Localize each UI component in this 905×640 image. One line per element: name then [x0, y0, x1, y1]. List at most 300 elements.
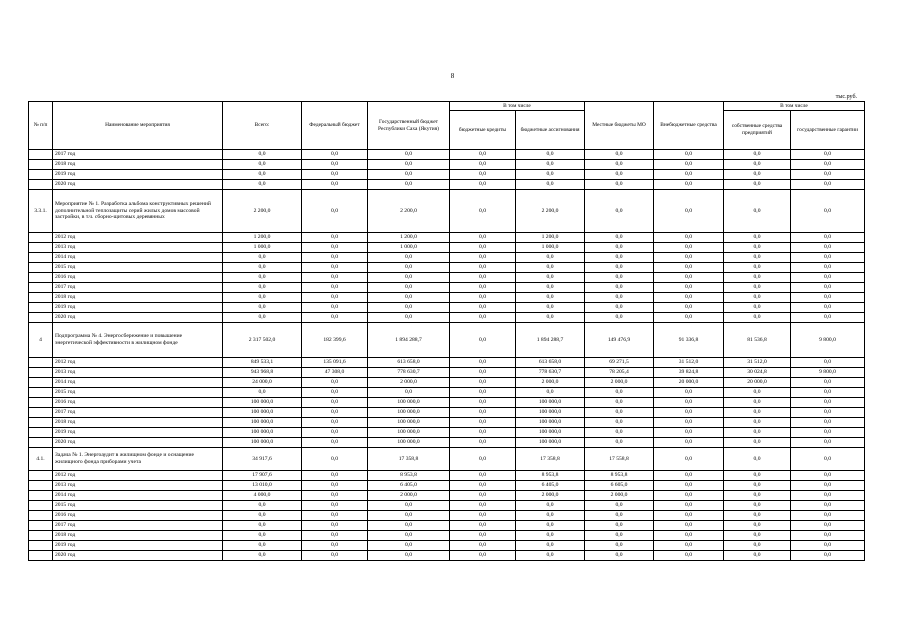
row-value: 0,0	[302, 428, 368, 438]
row-value: 0,0	[791, 273, 865, 283]
row-value: 135 091,6	[302, 358, 368, 368]
row-value: 0,0	[585, 313, 654, 323]
row-number	[29, 263, 53, 273]
row-value: 6 405,0	[368, 481, 450, 491]
header-local: Местные бюджеты МО	[585, 102, 654, 150]
row-value: 0,0	[302, 273, 368, 283]
table-row	[29, 438, 865, 448]
row-value: 0,0	[516, 551, 585, 561]
row-value: 0,0	[585, 150, 654, 160]
row-value: 0,0	[654, 398, 724, 408]
table-row	[29, 190, 865, 233]
row-value: 0,0	[724, 233, 791, 243]
unit-label: тыс.руб.	[835, 94, 857, 100]
row-number	[29, 243, 53, 253]
row-number	[29, 378, 53, 388]
row-value: 0,0	[724, 491, 791, 501]
row-value: 0,0	[654, 150, 724, 160]
row-value: 0,0	[585, 501, 654, 511]
row-value: 0,0	[791, 398, 865, 408]
row-value: 0,0	[791, 531, 865, 541]
row-value: 0,0	[724, 313, 791, 323]
row-value: 2 000,0	[368, 491, 450, 501]
row-name: 2020 год	[53, 313, 223, 323]
row-value: 778 630,7	[516, 368, 585, 378]
table-row	[29, 253, 865, 263]
row-value: 0,0	[302, 293, 368, 303]
row-value: 47 308,0	[302, 368, 368, 378]
row-value: 0,0	[724, 521, 791, 531]
row-value: 0,0	[450, 388, 516, 398]
row-value: 6 605,0	[585, 481, 654, 491]
row-name: 2018 год	[53, 418, 223, 428]
row-value: 0,0	[654, 491, 724, 501]
row-value: 0,0	[585, 388, 654, 398]
row-value: 100 000,0	[368, 438, 450, 448]
row-name: Мероприятие № 1. Разработка альбома конструктивных решений дополнительной теплозащиты серий жилых домов массовой застройки, в т.ч. сборно-щитовых деревянных	[53, 190, 223, 233]
row-value: 149 476,9	[585, 323, 654, 358]
row-value: 0,0	[585, 190, 654, 233]
row-value: 0,0	[791, 491, 865, 501]
row-value: 0,0	[791, 160, 865, 170]
row-value: 0,0	[302, 378, 368, 388]
row-value: 91 336,8	[654, 323, 724, 358]
row-value: 0,0	[791, 551, 865, 561]
row-name: 2015 год	[53, 501, 223, 511]
row-value: 0,0	[654, 551, 724, 561]
row-name: 2016 год	[53, 398, 223, 408]
row-value: 100 000,0	[223, 408, 302, 418]
row-value: 0,0	[585, 531, 654, 541]
row-value: 0,0	[450, 190, 516, 233]
row-value: 0,0	[368, 303, 450, 313]
row-number	[29, 358, 53, 368]
row-value: 1 000,0	[368, 243, 450, 253]
row-value: 0,0	[223, 293, 302, 303]
row-value: 0,0	[585, 551, 654, 561]
row-number	[29, 511, 53, 521]
row-value: 100 000,0	[223, 398, 302, 408]
table-row	[29, 418, 865, 428]
row-value: 0,0	[223, 283, 302, 293]
row-value: 0,0	[368, 313, 450, 323]
table-row	[29, 408, 865, 418]
row-value: 0,0	[450, 428, 516, 438]
row-number	[29, 293, 53, 303]
row-value: 2 200,0	[516, 190, 585, 233]
row-value: 0,0	[516, 160, 585, 170]
row-number	[29, 150, 53, 160]
row-value: 0,0	[450, 368, 516, 378]
row-value: 0,0	[654, 438, 724, 448]
row-value: 0,0	[724, 428, 791, 438]
row-number	[29, 541, 53, 551]
row-value: 0,0	[450, 471, 516, 481]
row-name: 2012 год	[53, 233, 223, 243]
row-value: 31 512,0	[654, 358, 724, 368]
row-value: 2 200,0	[368, 190, 450, 233]
header-name: Наименование мероприятия	[53, 102, 223, 150]
row-number	[29, 481, 53, 491]
row-value: 0,0	[585, 398, 654, 408]
row-value: 9 800,0	[791, 368, 865, 378]
row-value: 0,0	[223, 501, 302, 511]
row-number	[29, 160, 53, 170]
row-name: 2012 год	[53, 471, 223, 481]
row-value: 0,0	[450, 170, 516, 180]
row-value: 0,0	[585, 541, 654, 551]
row-value: 0,0	[791, 263, 865, 273]
row-value: 1 200,0	[223, 233, 302, 243]
row-name: 2013 год	[53, 368, 223, 378]
row-value: 0,0	[302, 471, 368, 481]
row-value: 0,0	[302, 438, 368, 448]
row-value: 613 658,0	[516, 358, 585, 368]
row-value: 0,0	[368, 293, 450, 303]
row-value: 0,0	[724, 438, 791, 448]
row-value: 0,0	[791, 418, 865, 428]
row-value: 0,0	[724, 253, 791, 263]
row-value: 0,0	[368, 388, 450, 398]
table-row	[29, 511, 865, 521]
row-number	[29, 438, 53, 448]
row-value: 0,0	[724, 190, 791, 233]
row-value: 0,0	[302, 190, 368, 233]
row-value: 0,0	[302, 180, 368, 190]
row-value: 0,0	[791, 378, 865, 388]
row-value: 0,0	[585, 303, 654, 313]
row-value: 0,0	[791, 190, 865, 233]
row-number	[29, 283, 53, 293]
row-value: 0,0	[223, 303, 302, 313]
row-value: 0,0	[654, 481, 724, 491]
row-value: 0,0	[450, 358, 516, 368]
row-value: 1 894 288,7	[368, 323, 450, 358]
row-value: 0,0	[302, 408, 368, 418]
row-number	[29, 428, 53, 438]
row-value: 1 200,0	[368, 233, 450, 243]
row-name: 2019 год	[53, 303, 223, 313]
row-value: 0,0	[516, 313, 585, 323]
row-number	[29, 491, 53, 501]
row-value: 0,0	[450, 323, 516, 358]
table-row	[29, 368, 865, 378]
row-number	[29, 551, 53, 561]
row-value: 0,0	[223, 521, 302, 531]
row-value: 0,0	[654, 501, 724, 511]
row-value: 0,0	[654, 283, 724, 293]
row-value: 0,0	[724, 408, 791, 418]
row-name: 2020 год	[53, 438, 223, 448]
row-name: Задача № 1. Энергоаудит в жилищном фонде и оснащение жилищного фонда приборами учета	[53, 448, 223, 471]
table-row	[29, 471, 865, 481]
row-value: 0,0	[585, 293, 654, 303]
row-name: 2014 год	[53, 378, 223, 388]
row-value: 20 000,0	[724, 378, 791, 388]
row-value: 0,0	[654, 263, 724, 273]
row-value: 0,0	[791, 358, 865, 368]
row-value: 0,0	[450, 243, 516, 253]
row-value: 0,0	[654, 243, 724, 253]
table-row	[29, 501, 865, 511]
row-number	[29, 368, 53, 378]
row-value: 0,0	[654, 428, 724, 438]
row-value: 2 000,0	[585, 491, 654, 501]
row-value: 0,0	[791, 438, 865, 448]
row-value: 0,0	[791, 253, 865, 263]
row-value: 24 000,0	[223, 378, 302, 388]
row-value: 0,0	[791, 283, 865, 293]
row-value: 4 000,0	[223, 491, 302, 501]
row-value: 1 200,0	[516, 233, 585, 243]
row-value: 0,0	[724, 481, 791, 491]
table-row	[29, 170, 865, 180]
row-value: 0,0	[724, 170, 791, 180]
row-value: 0,0	[450, 551, 516, 561]
row-value: 0,0	[450, 313, 516, 323]
row-value: 0,0	[654, 541, 724, 551]
table-row	[29, 313, 865, 323]
row-value: 0,0	[302, 418, 368, 428]
row-value: 0,0	[368, 180, 450, 190]
row-value: 0,0	[724, 501, 791, 511]
row-value: 0,0	[516, 531, 585, 541]
row-value: 20 000,0	[654, 378, 724, 388]
row-value: 0,0	[450, 160, 516, 170]
row-value: 0,0	[302, 388, 368, 398]
row-value: 0,0	[724, 511, 791, 521]
row-number	[29, 531, 53, 541]
row-value: 0,0	[516, 170, 585, 180]
row-value: 0,0	[654, 531, 724, 541]
row-value: 0,0	[516, 253, 585, 263]
row-value: 0,0	[724, 243, 791, 253]
row-value: 0,0	[791, 511, 865, 521]
row-value: 0,0	[450, 303, 516, 313]
row-value: 0,0	[654, 293, 724, 303]
row-value: 0,0	[654, 190, 724, 233]
budget-table	[28, 101, 865, 561]
row-value: 943 968,8	[223, 368, 302, 378]
row-value: 0,0	[450, 283, 516, 293]
row-value: 0,0	[654, 448, 724, 471]
row-value: 0,0	[302, 253, 368, 263]
row-value: 100 000,0	[223, 438, 302, 448]
row-value: 0,0	[724, 398, 791, 408]
row-value: 0,0	[791, 448, 865, 471]
header-credits: бюджетные кредиты	[450, 111, 516, 150]
row-number	[29, 170, 53, 180]
row-value: 0,0	[654, 471, 724, 481]
row-value: 0,0	[654, 303, 724, 313]
header-allocations: бюджетные ассигнования	[516, 111, 585, 150]
row-value: 0,0	[724, 180, 791, 190]
row-value: 0,0	[724, 551, 791, 561]
row-value: 0,0	[724, 150, 791, 160]
row-value: 100 000,0	[223, 418, 302, 428]
row-value: 0,0	[223, 313, 302, 323]
row-value: 0,0	[302, 243, 368, 253]
table-row	[29, 541, 865, 551]
row-name: 2015 год	[53, 388, 223, 398]
table-row	[29, 521, 865, 531]
row-value: 0,0	[302, 491, 368, 501]
row-value: 0,0	[223, 273, 302, 283]
row-value: 0,0	[791, 501, 865, 511]
row-value: 0,0	[368, 170, 450, 180]
row-value: 0,0	[450, 418, 516, 428]
row-value: 0,0	[450, 521, 516, 531]
row-value: 0,0	[223, 150, 302, 160]
row-value: 0,0	[585, 273, 654, 283]
row-value: 0,0	[724, 263, 791, 273]
table-row	[29, 388, 865, 398]
table-row	[29, 243, 865, 253]
table-row	[29, 531, 865, 541]
table-row	[29, 448, 865, 471]
row-value: 0,0	[223, 253, 302, 263]
row-value: 0,0	[450, 378, 516, 388]
row-number	[29, 253, 53, 263]
row-value: 2 000,0	[585, 378, 654, 388]
row-value: 100 000,0	[516, 398, 585, 408]
row-value: 0,0	[368, 263, 450, 273]
row-value: 0,0	[223, 160, 302, 170]
row-value: 0,0	[516, 273, 585, 283]
row-value: 778 630,7	[368, 368, 450, 378]
row-value: 0,0	[516, 303, 585, 313]
row-value: 0,0	[654, 180, 724, 190]
row-name: 2018 год	[53, 160, 223, 170]
row-value: 0,0	[368, 160, 450, 170]
row-value: 2 000,0	[516, 378, 585, 388]
row-value: 0,0	[450, 501, 516, 511]
row-value: 0,0	[302, 313, 368, 323]
row-value: 0,0	[791, 428, 865, 438]
row-value: 0,0	[585, 418, 654, 428]
header-total: Всего:	[223, 102, 302, 150]
row-value: 8 953,8	[368, 471, 450, 481]
row-value: 0,0	[302, 481, 368, 491]
row-value: 100 000,0	[368, 418, 450, 428]
row-value: 0,0	[368, 541, 450, 551]
row-value: 0,0	[368, 511, 450, 521]
row-value: 0,0	[516, 150, 585, 160]
row-name: 2017 год	[53, 408, 223, 418]
row-value: 0,0	[791, 303, 865, 313]
row-name: 2020 год	[53, 180, 223, 190]
row-value: 0,0	[516, 501, 585, 511]
row-value: 1 000,0	[516, 243, 585, 253]
row-value: 0,0	[368, 150, 450, 160]
table-row	[29, 233, 865, 243]
header-own: собственные средства предприятий	[724, 111, 791, 150]
row-value: 182 399,6	[302, 323, 368, 358]
row-value: 0,0	[791, 233, 865, 243]
row-value: 0,0	[516, 511, 585, 521]
row-value: 0,0	[516, 180, 585, 190]
row-value: 81 536,8	[724, 323, 791, 358]
row-value: 78 205,4	[585, 368, 654, 378]
row-name: 2012 год	[53, 358, 223, 368]
row-number	[29, 303, 53, 313]
row-value: 0,0	[302, 501, 368, 511]
row-value: 0,0	[724, 471, 791, 481]
row-value: 0,0	[450, 448, 516, 471]
row-value: 0,0	[585, 243, 654, 253]
row-value: 849 533,1	[223, 358, 302, 368]
row-value: 0,0	[450, 438, 516, 448]
row-value: 0,0	[368, 273, 450, 283]
row-value: 0,0	[585, 180, 654, 190]
row-value: 0,0	[302, 511, 368, 521]
row-value: 0,0	[585, 521, 654, 531]
row-value: 0,0	[654, 273, 724, 283]
row-value: 0,0	[585, 511, 654, 521]
row-number	[29, 418, 53, 428]
row-value: 0,0	[654, 170, 724, 180]
row-number	[29, 398, 53, 408]
row-value: 0,0	[450, 233, 516, 243]
row-number	[29, 471, 53, 481]
row-value: 0,0	[368, 253, 450, 263]
row-value: 39 824,8	[654, 368, 724, 378]
header-federal: Федеральный бюджет	[302, 102, 368, 150]
row-name: 2017 год	[53, 521, 223, 531]
row-value: 0,0	[654, 418, 724, 428]
row-value: 613 658,0	[368, 358, 450, 368]
row-number: 4	[29, 323, 53, 358]
row-number: 4.1.	[29, 448, 53, 471]
row-value: 0,0	[450, 263, 516, 273]
row-name: 2013 год	[53, 481, 223, 491]
header-num: № п/п	[29, 102, 53, 150]
row-value: 0,0	[302, 233, 368, 243]
row-number	[29, 233, 53, 243]
table-row	[29, 428, 865, 438]
row-value: 0,0	[302, 283, 368, 293]
row-value: 0,0	[791, 150, 865, 160]
row-value: 0,0	[516, 388, 585, 398]
row-value: 0,0	[654, 521, 724, 531]
row-value: 1 000,0	[223, 243, 302, 253]
row-name: 2016 год	[53, 511, 223, 521]
row-value: 31 512,0	[724, 358, 791, 368]
table-row	[29, 481, 865, 491]
row-name: 2020 год	[53, 551, 223, 561]
row-value: 100 000,0	[223, 428, 302, 438]
row-value: 0,0	[585, 408, 654, 418]
table-row	[29, 398, 865, 408]
table-row	[29, 378, 865, 388]
row-value: 17 358,8	[368, 448, 450, 471]
table-row	[29, 323, 865, 358]
row-value: 8 953,8	[585, 471, 654, 481]
row-value: 0,0	[791, 481, 865, 491]
table-row	[29, 283, 865, 293]
table-row	[29, 551, 865, 561]
row-value: 100 000,0	[516, 438, 585, 448]
row-value: 69 271,5	[585, 358, 654, 368]
row-value: 2 200,0	[223, 190, 302, 233]
row-value: 0,0	[223, 180, 302, 190]
row-value: 0,0	[368, 551, 450, 561]
row-value: 0,0	[724, 303, 791, 313]
row-value: 0,0	[791, 170, 865, 180]
row-name: 2017 год	[53, 283, 223, 293]
row-value: 0,0	[223, 511, 302, 521]
row-value: 0,0	[302, 531, 368, 541]
